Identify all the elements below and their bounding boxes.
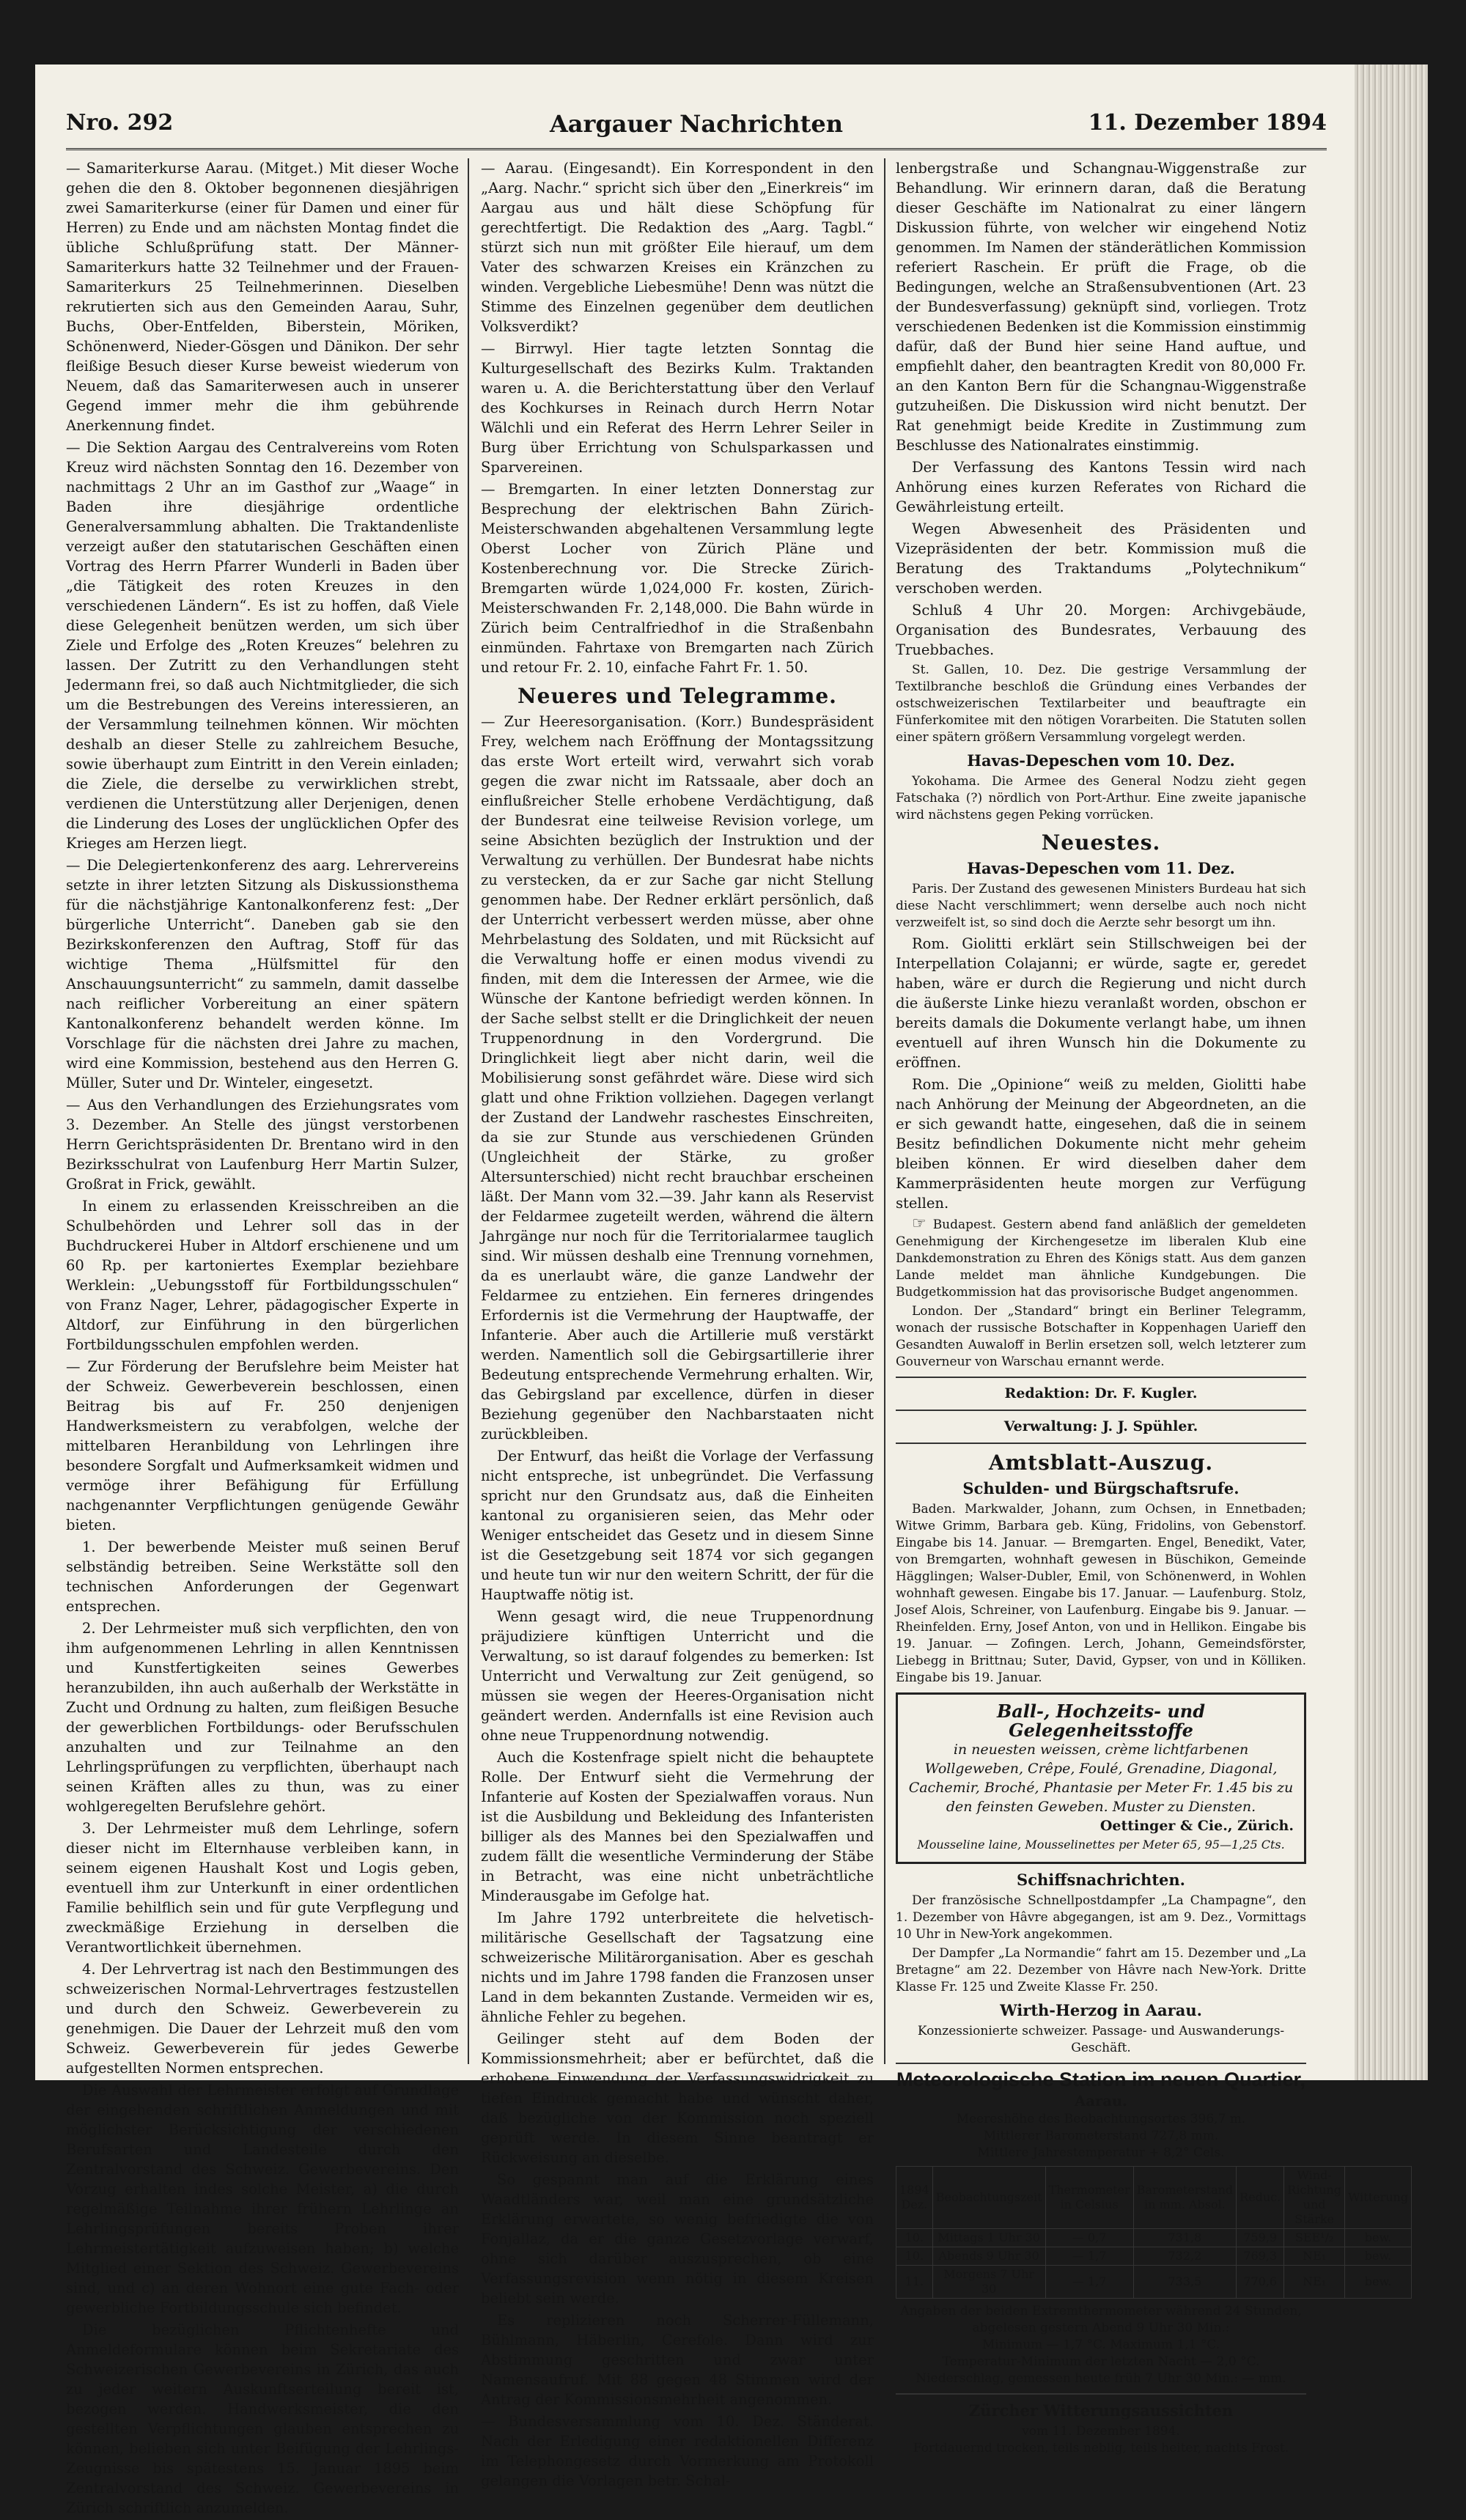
paragraph: 3. Der Lehrmeister muß dem Lehrlinge, sofern dieser nicht im Elternhause verbleiben kann, in seinem eigenen Haushalt Kost und Logis geben, eventuell ihm zur Unterkunft in einer ordentlichen Familie behilflich sein und für gute Verpflegung und zweckmäßige Erziehung in derselben die Verantwortlichkeit übernehmen. [66, 1820, 459, 1956]
column-header: Beobachtungszeit [932, 2167, 1045, 2229]
cell: 770,6 [1237, 2266, 1284, 2299]
cell: — 1,7 [1045, 2247, 1133, 2266]
cell: 11. [896, 2266, 933, 2299]
issue-number: Nro. 292 [66, 110, 174, 136]
station-info: Meereshöhe des Beobachtungsortes 396,7 m. [956, 2112, 1246, 2126]
column-rule [884, 158, 885, 2064]
paragraph: 1. Der bewerbende Meister muß seinen Beruf selbständig betreiben. Seine Werkstätte soll den technischen Anforderungen der Gegenwart entsprechen. [66, 1539, 459, 1615]
publisher-credit: Verwaltung: J. J. Spühler. [1003, 1418, 1198, 1434]
paragraph: Die Auswahl der Lehrmeister erfolgt auf Grundlage der eingehenden schriftlichen Anmeldungen und mit möglichster Berücksichtigung der verschiedenen Berufsarten und Landesteile durch den Zentralvorstand des Schweiz. Gewerbevereins. Den Vorzug erhalten indes solche Meister, a) die durch regelmäßige Teilnahme ihrer frühern Lehrlinge an Lehrlingsprüfungen bereits Proben ihrer Lehrmeistertätigkeit aufzuweisen haben; b) welche Mitglied einer Sektion des Schweiz. Gewerbevereins sind, und c) an deren Wohnort eine gute Fach- oder gewerbliche Fortbildungsschule sich befindet. [66, 2082, 459, 2316]
cell: NE₁ [1284, 2247, 1345, 2266]
paragraph: Im Jahre 1792 unterbreitete die helvetisch-militärische Gesellschaft der Tagsatzung eine schweizerische Militärorganisation. Aber es geschah nichts und im Jahre 1798 fanden die Franzosen unser Land in dem bekannten Zustande. Vermeiden wir es, ähnliche Fehler zu begehen. [481, 1909, 874, 2025]
column-1 [66, 158, 459, 2520]
forecast-title: Zürcher Witterungsaussichten [968, 2401, 1234, 2420]
divider [896, 1410, 1306, 1411]
cell: SEE¹/₂ [1284, 2229, 1345, 2247]
station-info: Mittlere Jahrestemperatur + 8,2° Cels. [977, 2145, 1225, 2160]
paragraph: 2. Der Lehrmeister muß sich verpflichten, den von ihm aufgenommenen Lehrling in allen Kenntnissen und Kunstfertigkeiten seines Gewerbes heranzubilden, ihn auch außerhalb der Werkstätte in Zucht und Ordnung zu halten, zum fleißigen Besuche der gewerblichen Fortbildungs- oder Berufsschulen anzuhalten und zur Teilnahme an den Lehrlingsprüfungen zu verpflichten, überhaupt nach seinen Kräften alles zu thun, was zu einer wohlgeregelten Berufslehre gehört. [66, 1620, 459, 1815]
newspaper-page [35, 65, 1409, 2516]
notice: Baden. Markwalder, Johann, zum Ochsen, in Ennetbaden; Witwe Grimm, Barbara geb. Küng, Fridolins, von Gebenstorf. Eingabe bis 14. Januar. — Bremgarten. Engel, Benedikt, Vater, von Bremgarten, wohnhaft gewesen in Büschikon, Gemeinde Hägglingen; Walser-Dubler, Emil, von Schönenwerd, in Wohlen wohnhaft gewesen. Eingabe bis 17. Januar. — Laufenburg. Stolz, Josef Alois, Schreiner, von Laufenburg. Eingabe bis 9. Januar. — Rheinfelden. Erny, Josef Anton, von und in Hellikon. Eingabe bis 19. Januar. — Zofingen. Lerch, Johann, Gemeindsförster, Liebegg in Brittnau; Suter, David, Gypser, von und in Kölliken. Eingabe bis 19. Januar. [896, 1502, 1306, 1685]
ad-footnote: Mousseline laine, Mousselinettes per Meter 65, 95—1,25 Cts. [917, 1838, 1285, 1852]
paragraph: lenbergstraße und Schangnau-Wiggenstraße zur Behandlung. Wir erinnern daran, daß die Beratung dieser Geschäfte im Nationalrat zu einer längern Diskussion führte, von welcher wir eingehend Notiz genommen. Im Namen der ständerätlichen Kommission referiert Raschein. Er prüft die Frage, ob die Bedingungen, welche an Straßensubventionen (Art. 23 der Bundesverfassung) geknüpft sind, vorliegen. Trotz verschiedenen Bedenken ist die Kommission einstimmig dafür, daß der Bund hier seine Hand auftue, und empfiehlt daher, den beantragten Kredit von 80,000 Fr. an den Kanton Bern für die Schangnau-Wiggenstraße gutzuheißen. Die Diskussion wird nicht benutzt. Der Rat genehmigt beide Kredite in Zustimmung zum Beschlusse des Nationalrates einstimmig. [896, 160, 1306, 454]
telegram: Paris. Der Zustand des gewesenen Ministers Burdeau hat sich diese Nacht verschlimmert; wenn derselbe auch noch nicht verzweifelt ist, so sind doch die Aerzte sehr besorgt um ihn. [896, 882, 1306, 930]
paragraph: Auch die Kostenfrage spielt nicht die behauptete Rolle. Der Entwurf sieht die Vermehrung der Infanterie auf Kosten der Spezialwaffen voraus. Nun ist die Ausbildung und Bekleidung des Infanteristen billiger als des Mannes bei den Spezialwaffen und zudem fällt die wesentliche Verminderung der Stäbe in Betracht, was eine nicht unbeträchtliche Minderausgabe im Gefolge hat. [481, 1749, 874, 1904]
article: — Birrwyl. Hier tagte letzten Sonntag die Kulturgesellschaft des Bezirks Kulm. Traktanden waren u. A. die Berichterstattung über den Verlauf des Kochkurses in Reinach durch Herrn Notar Wälchli und ein Referat des Herrn Lehrer Seiler in Burg über Errichtung von Schulsparkassen und Sparvereinen. [481, 340, 874, 476]
cell: bew. [1344, 2247, 1411, 2266]
issue-date: 11. Dezember 1894 [1088, 110, 1327, 136]
cell: Morgens 7 Uhr 30 [932, 2266, 1045, 2299]
table-row [896, 2229, 1412, 2247]
page-edge [1355, 65, 1428, 2080]
ad-body: in neuesten weissen, crème lichtfarbenen Wollgeweben, Crêpe, Foulé, Grenadine, Diagonal, Cachemir, Broché, Phantasie per Meter Fr. 1.45 bis zu den feinsten Geweben. Muster zu Diensten. [908, 1742, 1294, 1815]
cell: 731,8 [1133, 2229, 1237, 2247]
cell: Abends 9 Uhr 30 [932, 2247, 1045, 2266]
divider [896, 2063, 1306, 2064]
table-row [896, 2247, 1412, 2266]
ship-news: Der Dampfer „La Normandie“ fahrt am 15. Dezember und „La Bretagne“ am 22. Dezember von Hâvre nach New-York. Dritte Klasse Fr. 125 und Zweite Klasse Fr. 250. [896, 1946, 1306, 1994]
column-rule [468, 158, 469, 2064]
article: — Zur Heeresorganisation. (Korr.) Bundespräsident Frey, welchem nach Eröffnung der Montagssitzung das erste Wort erteilt wird, verwahrt sich vorab gegen die zwar nicht im Ratssaale, aber doch an einflußreicher Stelle erhobene Verdächtigung, daß der Bundesrat eine teilweise Revision vorlege, um seine Absichten bezüglich der Instruktion und der Verwaltung zu verhüllen. Der Bundesrat habe nichts zu verstecken, da er zur Sache gar nicht Stellung genommen habe. Der Redner erklärt persönlich, daß der Unterricht verbessert werden müsse, aber ohne Mehrbelastung des Soldaten, und mit Rücksicht auf die Verwaltung hoffe er einen modus vivendi zu finden, mit dem die Interessen der Armee, wie die Wünsche der Kantone befriedigt werden können. In der Sache selbst stellt er die Dringlichkeit der neuen Truppenordnung in den Vordergrund. Die Dringlichkeit liegt aber nicht darin, weil die Mobilisierung sonst gefährdet wäre. Diese wird sich glatt und ohne Friktion vollziehen. Dagegen verlangt der Zustand der Landwehr raschestes Einschreiten, da sie zur Stunde aus verschiedenen Gründen (Ungleichheit der Stärke, zu großer Altersunterschied) nicht recht brauchbar erscheinen läßt. Der Mann vom 32.—39. Jahr kann als Reservist der Feldarmee zugeteilt werden, während die ältern Jahrgänge nur noch für die Territorialarmee tauglich sind. Wir müssen deshalb eine Trennung vornehmen, da es unerlaubt wäre, die ganze Landwehr der Feldarmee zu entziehen. Ein ferneres dringendes Erfordernis ist die Vermehrung der Hauptwaffe, der Infanterie. Aber auch die Artillerie muß verstärkt werden. Namentlich soll die Gebirgsartillerie ihrer Bedeutung entsprechende Vermehrung erhalten. Wir, das Gebirgsland par excellence, dürfen in dieser Beziehung gegenüber den Nachbarstaaten nicht zurückbleiben. [481, 713, 874, 1443]
pointing-hand-icon: ☞ [912, 1215, 927, 1233]
paragraph: Geilinger steht auf dem Boden der Kommissionsmehrheit; aber er befürchtet, daß die erhobene Einwendung der Verfassungswidrigkeit zu tiefen Eindruck gemacht habe und wünscht daher, daß bezügliche von der Kommission noch speziell geprüft werde. In diesem Sinne beantragt er Rückweisung an dieselbe. [481, 2030, 874, 2166]
divider [896, 1377, 1306, 1378]
weather-station-title: Meteorologische Station im neuen Quartier, [896, 2068, 1306, 2090]
cell: 733,5 [1133, 2266, 1237, 2299]
telegram: Rom. Die „Opinione“ weiß zu melden, Giolitti habe nach Anhörung der Meinung der Abgeordneten, an die er sich gewandt hatte, eingesehen, daß die in seinem Besitz befindlichen Dokumente nicht mehr geheim bleiben können. Er wird dieselben daher dem Kammerpräsidenten heute morgen zur Verfügung stellen. [896, 1076, 1306, 1212]
divider [896, 2393, 1306, 2395]
column-3 [896, 158, 1409, 2457]
cell: — 0,7 [1045, 2229, 1133, 2247]
telegram: St. Gallen, 10. Dez. Die gestrige Versammlung der Textilbranche beschloß die Gründung eines Verbandes der ostschweizerischen Textilarbeiter und beauftragte ein Fünferkomitee mit den nötigen Vorarbeiten. Die Statuten sollen einer spätern größern Versammlung vorgelegt werden. [896, 663, 1306, 745]
article: — Die Delegiertenkonferenz des aarg. Lehrervereins setzte in ihrer letzten Sitzung als Diskussionsthema für die nächstjährige Kantonalkonferenz fest: „Der bürgerliche Unterricht“. Daneben gab sie den Bezirkskonferenzen den Auftrag, Stoff für das wichtige Thema „Hülfsmittel für den Anschauungsunterricht“ zu sammeln, damit dasselbe nach reiflicher Vorbereitung an einer spätern Kantonalkonferenz behandelt werden könne. Im Vorschlage für die nächsten drei Jahre zu machen, wird eine Kommission, bestehend aus den Herren G. Müller, Suter und Dr. Winteler, eingesetzt. [66, 857, 459, 1091]
divider [896, 1443, 1306, 1444]
cell: bew. [1344, 2266, 1411, 2299]
paragraph: 4. Der Lehrvertrag ist nach den Bestimmungen des schweizerischen Normal-Lehrvertrages festzustellen und durch den Schweiz. Gewerbeverein zu genehmigen. Die Dauer der Lehrzeit muß den vom Schweiz. Gewerbeverein für jedes Gewerbe aufgestellten Normen entsprechen. [66, 1961, 459, 2077]
telegram: London. Der „Standard“ bringt ein Berliner Telegramm, wonach der russische Botschafter in Koppenhagen Uarieff den Gesandten Auwaloff in Berlin ersetzen soll, welch letzterer zum Gouverneur von Warschau ernannt werde. [896, 1304, 1306, 1369]
amtsblatt-heading: Amtsblatt-Auszug. [988, 1451, 1214, 1475]
paragraph: Es replizieren noch Scherrer-Füllemann, Bühlmann, Häberlin, Cerefole. Dann wird zur Abstimmung geschritten und zwar unter Namensaufruf. Mit 88 gegen 48 Stimmen wird der Antrag der Kommissionsmehrheit angenommen. [481, 2312, 874, 2408]
masthead [66, 104, 1327, 150]
paragraph: Schluß 4 Uhr 20. Morgen: Archivgebäude, Organisation des Bundesrates, Verbauung des Truebbaches. [896, 602, 1306, 658]
column-header: Witterung [1344, 2167, 1411, 2229]
cell: 759,9 [1237, 2229, 1284, 2247]
weather-station-place: Aarau. [1075, 2093, 1127, 2110]
forecast-date: vom 11. Dezember 1894. [1022, 2424, 1180, 2439]
budapest-text: Budapest. Gestern abend fand anläßlich der gemeldeten Genehmigung der Kirchengesetze im liberalen Klub eine Dankdemonstration zu Ehren des Königs statt. Aus dem ganzen Lande meldet man ähnliche Kundgebungen. Die Budgetkommission hat das provisorische Budget angenommen. [896, 1217, 1306, 1300]
article: — Die Sektion Aargau des Centralvereins vom Roten Kreuz wird nächsten Sonntag den 16. Dezember von nachmittags 2 Uhr an im Gasthof zur „Waage“ in Baden ihre diesjährige ordentliche Generalversammlung abhalten. Die Traktandenliste verzeigt außer den statutarischen Geschäften einen Vortrag des Herrn Pfarrer Wunderli in Baden über „die Tätigkeit des roten Kreuzes in den verschiedenen Ländern“. Es ist zu hoffen, daß Viele diese Gelegenheit benützen werden, um sich über Ziele und Erfolge des „Roten Kreuzes“ belehren zu lassen. Der Zutritt zu den Verhandlungen steht Jedermann frei, so daß auch Nichtmitglieder, die sich um die Bestrebungen des Vereins interessieren, an der Versammlung teilnehmen können. Wir möchten deshalb an dieser Stelle zu zahlreichem Besuche, sowie überhaupt zum Eintritt in den Verein einladen; die Ziele, die derselbe zu verwirklichen strebt, verdienen die Unterstützung aller Derjenigen, denen die Linderung des Loses der unglücklichen Opfer des Krieges am Herzen liegt. [66, 439, 459, 852]
forecast-text: Fortdauernd trocken, teils neblig, teils heiter, nachts Frost. [913, 2441, 1289, 2455]
article: — Samariterkurse Aarau. (Mitget.) Mit dieser Woche gehen die den 8. Oktober begonnenen diesjährigen zwei Samariterkurse (einer für Damen und einer für Herren) zu Ende und am nächsten Montag findet die übliche Schlußprüfung statt. Der Männer-Samariterkurs hatte 32 Teilnehmer und der Frauen-Samariterkurs 25 Teilnehmerinnen. Dieselben rekrutierten sich aus den Gemeinden Aarau, Suhr, Buchs, Ober-Entfelden, Biberstein, Möriken, Schönenwerd, Nieder-Gösgen und Dänikon. Der sehr fleißige Besuch dieser Kurse beweist wiederum von Neuem, daß das Samariterwesen auch in unserer Gegend immer mehr die ihm gebührende Anerkennung findet. [66, 160, 459, 434]
table-row [896, 2266, 1412, 2299]
editor-credit: Redaktion: Dr. F. Kugler. [1004, 1385, 1198, 1401]
cell: 732,2 [1133, 2247, 1237, 2266]
paragraph: Wenn gesagt wird, die neue Truppenordnung präjudiziere künftigen Unterricht und die Verwaltung, so ist darauf folgendes zu bemerken: Ist Unterricht und Verwaltung zur Zeit genügend, so müssen sie wegen der Heeres-Organisation nicht geändert werden. Andernfalls ist eine Revision auch ohne neue Truppenordnung notwendig. [481, 1608, 874, 1744]
telegram: Yokohama. Die Armee des General Nodzu zieht gegen Fatschaka (?) nördlich von Port-Arthur. Eine zweite japanische wird nächstens gegen Peking vorrücken. [896, 774, 1306, 822]
newspaper-title: Aargauer Nachrichten [549, 110, 844, 138]
ship-news: Der französische Schnellpostdampfer „La Champagne“, den 1. Dezember von Hâvre abgegangen, ist am 9. Dez., Vormittags 10 Uhr in New-York angekommen. [896, 1893, 1306, 1942]
paragraph: So gespannt man auf die Erklärung eines Waadtländers war, weil man eine grundsätzliche Erklärung erwartete, so wenig befriedigte die von Fonjallaz, da er die ganze Gesetzvorlage verwarf, ohne sich darüber auszusprechen, ob eine Verfassungsrevision wenn nötig in diesem Kreisen beliebt sein werde. [481, 2171, 874, 2307]
column-header: Thermometer in Celsius [1045, 2167, 1133, 2229]
paragraph: Die bezüglichen Pflichtenhefte und Anmeldeformulare können beim Sekretariate des Schweizerischen Gewerbevereins in Zürich, das auch zu jeder weitern Auskunftserteilung bereit ist, bezogen werden. Handwerksmeister, die den gestellten Verpflichtungen glauben entsprechen zu können, belieben sich unter Beifügung der Lehrlings-Zeugnisse bis spätestens 15. Januar 1895 beim Zentralvorstand des Schweiz. Gewerbevereins in Zürich schriftlich anzumelden. [66, 2321, 459, 2516]
column-header: 1894 Dez. [896, 2167, 933, 2229]
column-header: Reduc. [1237, 2167, 1284, 2229]
cell: 10. [896, 2247, 933, 2266]
havas-heading-10: Havas-Depeschen vom 10. Dez. [967, 751, 1235, 770]
weather-note: Temperatur-Minimum der letzten Nacht — 2,0 °C. [942, 2354, 1260, 2369]
weather-note: Niederschlag, gemessen heute früh 7 Uhr 30 Min.: — mm. [916, 2371, 1286, 2386]
cell: 10. [896, 2229, 933, 2247]
cell: Mittags 1 Uhr 30 [932, 2229, 1045, 2247]
ship-news-heading: Schiffsnachrichten. [1017, 1871, 1185, 1889]
article: — Bundesversammlung vom 10. Dez. Ständerat. Nach der Erledigung einer redaktionellen Differenz im Telephongesetz durch Vormerkung am Protokoll gelangen die Vorlagen betr. Schal- [481, 2413, 874, 2489]
ad-company: Oettinger & Cie., Zürich. [1100, 1818, 1294, 1834]
paragraph: In einem zu erlassenden Kreisschreiben an die Schulbehörden und Lehrer soll das in der Buchdruckerei Huber in Altdorf erschienene und um 60 Rp. per kartoniertes Exemplar beziehbare Werklein: „Uebungsstoff für Fortbildungsschulen“ von Franz Nager, Lehrer, pädagogischer Experte in Altdorf, zur Einführung in den bürgerlichen Fortbildungsschulen empfohlen werden. [66, 1198, 459, 1353]
article: — Aus den Verhandlungen des Erziehungsrates vom 3. Dezember. An Stelle des jüngst verstorbenen Herrn Gerichtspräsidenten Dr. Brentano wird in den Bezirksschulrat von Laufenburg Herr Martin Sulzer, Großrat in Frick, gewählt. [66, 1097, 459, 1193]
section-heading-neuestes: Neuestes. [1041, 830, 1161, 855]
cell: 769,3 [1237, 2247, 1284, 2266]
column-header: Wind-Richtung und Stärke [1284, 2167, 1345, 2229]
ad-title: Ball-, Hochzeits- und Gelegenheitsstoffe [996, 1701, 1206, 1741]
advertisement-fabrics [896, 1692, 1306, 1864]
table-header-row [896, 2167, 1412, 2229]
section-heading: Neueres und Telegramme. [517, 684, 837, 708]
column-2 [481, 158, 874, 2493]
station-info: Mittlerer Barometerstand 727,8 mm. [983, 2129, 1219, 2143]
telegram: Rom. Giolitti erklärt sein Stillschweigen bei der Interpellation Colajanni; er würde, sagte er, geredet haben, wäre er durch die Regierung und nicht durch die äußerste Linke hiezu veranlaßt worden, obschon er bereits damals die Dokumente verlangt habe, um ihnen eventuell auf ihren Wunsch hin die Dokumente zu eröffnen. [896, 935, 1306, 1071]
weather-note: Minimum — 1,7 °C. Maximum 1,1 °C. [981, 2337, 1220, 2352]
weather-note: Angaben der beiden Extremthermometer während 24 Stunden, abgelesen gestern Abend 9 Uhr 30 Min.: [900, 2304, 1302, 2335]
paragraph: Der Entwurf, das heißt die Vorlage der Verfassung nicht entspreche, ist unbegründet. Die Verfassung spricht nur den Grundsatz aus, daß die Einheiten kantonal zu organisieren seien, das Mehr oder Weniger entscheidet das Gesetz und in diesem Sinne ist die Gesetzgebung seit 1874 vor sich gegangen und heute tun wir nur den weitern Schritt, der für die Hauptwaffe nötig ist. [481, 1448, 874, 1603]
cell: — 1,7 [1045, 2266, 1133, 2299]
column-header: Barometerstand in mm. Absol. [1133, 2167, 1237, 2229]
agency-subtitle: Konzessionierte schweizer. Passage- und Auswanderungs-Geschäft. [917, 2024, 1285, 2055]
paragraph: Wegen Abwesenheit des Präsidenten und Vizepräsidenten der betr. Kommission muß die Beratung des Traktandums „Polytechnikum“ verschoben werden. [896, 520, 1306, 597]
article: — Zur Förderung der Berufslehre beim Meister hat der Schweiz. Gewerbeverein beschlossen, einen Beitrag bis auf Fr. 250 denjenigen Handwerksmeistern zu verabfolgen, welche der mittelbaren Heranbildung von Lehrlingen ihre besondere Sorgfalt und Aufmerksamkeit widmen und vermöge ihrer Befähigung für Erfüllung nachgenannter Verpflichtungen genügende Gewähr bieten. [66, 1358, 459, 1533]
havas-heading-11: Havas-Depeschen vom 11. Dez. [967, 859, 1235, 877]
agency-name: Wirth-Herzog in Aarau. [1000, 2001, 1202, 2019]
weather-table [896, 2166, 1412, 2299]
article: — Aarau. (Eingesandt). Ein Korrespondent in den „Aarg. Nachr.“ spricht sich über den „Einerkreis“ im Aargau aus und hält diese Schöpfung für gerechtfertigt. Die Redaktion des „Aarg. Tagbl.“ stürzt sich nun mit größter Eile hierauf, um dem Vater des schwarzen Kreises ein Kränzchen zu winden. Vergebliche Liebesmühe! Denn was nützt die Stimme des Einzelnen gegenüber dem deutlichen Volksverdikt? [481, 160, 874, 335]
schulden-heading: Schulden- und Bürgschaftsrufe. [962, 1479, 1240, 1497]
cell: bew. [1344, 2229, 1411, 2247]
article: — Bremgarten. In einer letzten Donnerstag zur Besprechung der elektrischen Bahn Zürich-Meisterschwanden abgehaltenen Versammlung legte Oberst Locher von Zürich Pläne und Kostenberechnung vor. Die Strecke Zürich-Bremgarten würde 1,024,000 Fr. kosten, Zürich-Meisterschwanden Fr. 2,148,000. Die Bahn würde in Zürich beim Centralfriedhof in die Straßenbahn einmünden. Fahrtaxe von Bremgarten nach Zürich und retour Fr. 2. 10, einfache Fahrt Fr. 1. 50. [481, 481, 874, 676]
paragraph: Der Verfassung des Kantons Tessin wird nach Anhörung eines kurzen Referates von Richard die Gewährleistung erteilt. [896, 459, 1306, 515]
telegram [896, 1215, 1306, 1301]
cell: NE₁ [1284, 2266, 1345, 2299]
